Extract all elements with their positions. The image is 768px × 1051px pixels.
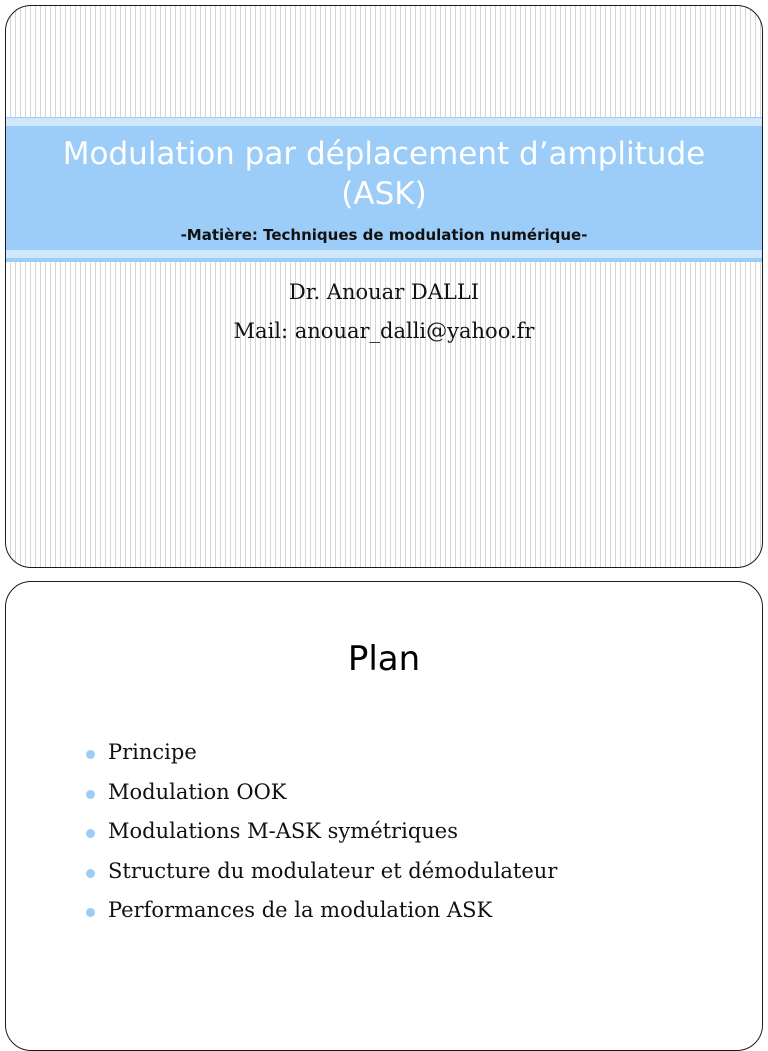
title-band-top-stripe [6,118,762,126]
title-slide [5,5,763,568]
plan-title: Plan [347,639,421,679]
plan-item-structure [86,859,557,899]
slide-subtitle: -Matière: Techniques de modulation numérique- [180,226,588,244]
plan-slide [5,581,763,1051]
slide-title-line1: Modulation par déplacement d’amplitude [62,136,706,172]
plan-item-mask [86,819,557,859]
plan-item-label: Modulation OOK [108,779,287,804]
bullet-dot-icon [86,908,95,917]
bullet-dot-icon [86,750,95,759]
plan-list [86,740,557,938]
plan-item-performances [86,898,557,938]
plan-item-label: Performances de la modulation ASK [108,898,493,922]
plan-item-label: Principe [108,740,197,764]
slide-title [6,134,762,214]
slide-title-line2: (ASK) [341,176,427,212]
title-band-bottom-stripe [6,250,762,258]
author-email: Mail: anouar_dalli@yahoo.fr [233,319,535,343]
plan-item-principe [86,740,557,780]
bullet-dot-icon [86,790,95,799]
plan-item-label: Modulations M-ASK symétriques [108,819,458,843]
author-name: Dr. Anouar DALLI [288,280,480,304]
plan-item-label: Structure du modulateur et démodulateur [108,858,558,883]
bullet-dot-icon [86,869,95,878]
plan-item-ook [86,780,557,820]
bullet-dot-icon [86,829,95,838]
